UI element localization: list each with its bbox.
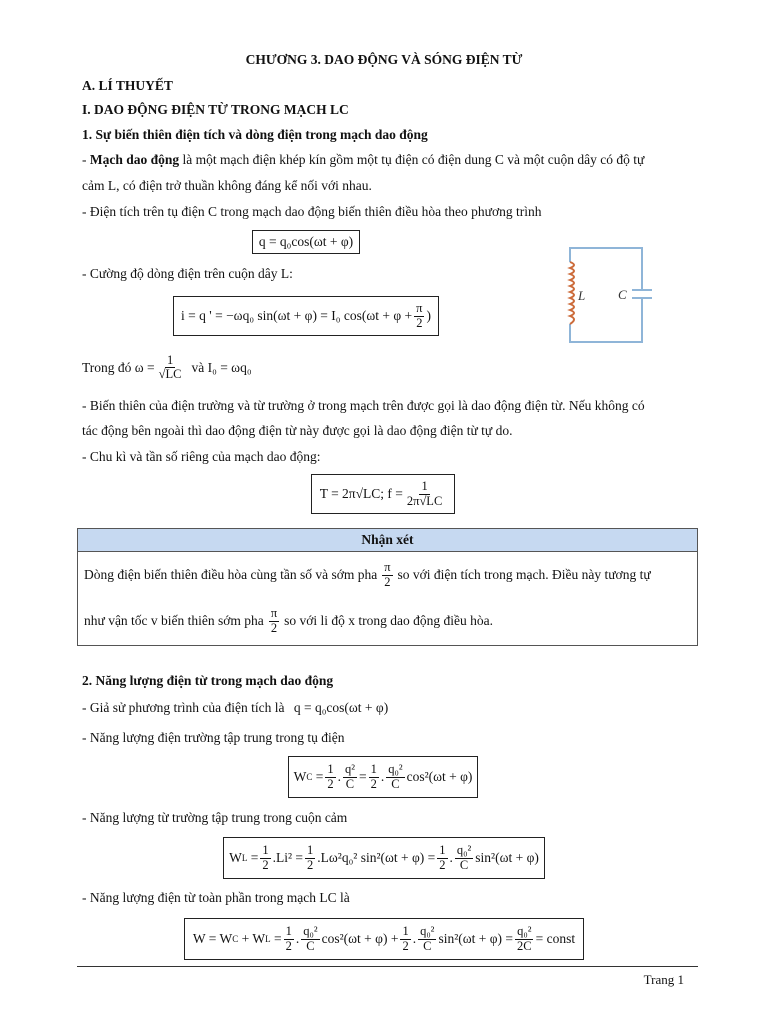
fraction-q02-over-c [418, 925, 436, 952]
bullet-dash: - [82, 152, 90, 167]
paragraph-period: - Chu kì và tần số riêng của mạch dao động: [82, 449, 321, 464]
frac-num: 1 [262, 843, 269, 858]
note-content [78, 552, 697, 644]
frac-num: 1 [370, 762, 377, 777]
fraction-q02-over-2c [515, 925, 534, 952]
note-header: Nhận xét [78, 529, 697, 552]
section-a-heading: A. LÍ THUYẾT [82, 78, 173, 93]
w-cos-tail: cos²(ωt + φ) + [321, 931, 399, 946]
frac-den: 2π√LC [406, 493, 443, 508]
subsection-1-heading: 1. Sự biến thiên điện tích và dòng điện trong mạch dao động [82, 127, 428, 142]
frac-den: C [391, 776, 400, 791]
frac-num: q₀² [517, 924, 532, 939]
frac-num: 1 [285, 924, 292, 939]
fraction-q02-over-c [455, 844, 473, 871]
w-sub-l: L [265, 934, 271, 944]
page-number: Trang 1 [643, 972, 684, 987]
fraction-half [400, 925, 410, 952]
chapter-title: CHƯƠNG 3. DAO ĐỘNG VÀ SÓNG ĐIỆN TỪ [245, 52, 523, 67]
formula-period-frequency [311, 474, 455, 514]
formula-total-energy: W = W C + W L = $\frac{1}{2}$ . $\frac{\text{q₀²}}{C}$ cos²(ωt + φ) + $\frac{1}{2}$ . $\frac{\text{q₀²}}{C}$ sin²(ωt + φ) = $\frac{\text{q₀²}}{2C}$ = const [184, 918, 584, 960]
frac-den: 2 [439, 857, 446, 872]
formula-wc: W C = $\frac{1}{2}$ . $\frac{\text{q²}}{C}$ = $\frac{1}{2}$ . $\frac{\text{q₀²}}{C}$ cos²(ωt + φ) [288, 756, 478, 798]
paragraph-em-oscillation: - Biến thiên của điện trường và từ trường ở trong mạch trên được gọi là dao động điện từ. Nếu không có [82, 398, 645, 413]
inductor-coil-icon [570, 262, 574, 324]
frac-den: 2 [285, 938, 292, 953]
paragraph-current: - Cường độ dòng điện trên cuộn dây L: [82, 266, 293, 281]
wl-mid2: .Lω²q₀² sin²(ωt + φ) = [317, 850, 436, 865]
frac-den: C [423, 938, 432, 953]
fraction-pi-over-2 [269, 607, 279, 634]
frac-num: 1 [439, 843, 446, 858]
frac-den: 2 [384, 574, 391, 589]
frac-den: C [306, 938, 315, 953]
definition-text: là một mạch điện khép kín gồm một tụ điện có điện dung C và một cuộn dây có độ tự [179, 152, 645, 167]
w-sub-c: C [232, 934, 239, 944]
formula-current [173, 296, 439, 336]
fraction-q02-over-c [386, 763, 404, 790]
frac-num: q₀² [420, 924, 435, 939]
frac-num: q₀² [303, 924, 318, 939]
frac-num: q² [344, 762, 355, 777]
note-text: so với điện tích trong mạch. Điều này tương tự [397, 567, 651, 582]
formula-period-left: T = 2π√LC; f = [319, 486, 403, 501]
paragraph-charge: - Điện tích trên tụ điện C trong mạch dao động biến thiên điều hòa theo phương trình [82, 204, 542, 219]
w-const: = const [535, 931, 576, 946]
inductor-label: L [578, 288, 586, 303]
wl-tail: sin²(ωt + φ) [475, 850, 539, 865]
capacitor-label: C [618, 287, 627, 302]
frac-den: 2 [307, 857, 314, 872]
lc-circuit-diagram [562, 244, 658, 348]
wc-subscript: C [306, 772, 313, 782]
frac-num: 1 [327, 762, 334, 777]
fraction-half [305, 844, 315, 871]
wc-symbol: W [293, 769, 307, 784]
frac-den: 2 [402, 938, 409, 953]
circuit-wire-bottom [570, 298, 642, 342]
note-text: Dòng điện biến thiên điều hòa cùng tần số và sớm pha [84, 567, 378, 582]
fraction-half [325, 763, 335, 790]
wc-tail: cos²(ωt + φ) [406, 769, 473, 784]
assumption-text: - Giả sử phương trình của điện tích là [82, 700, 285, 715]
formula-close-paren: ) [426, 308, 431, 323]
paragraph-lc-definition-cont: cảm L, có điện trở thuần không đáng kể nối với nhau. [82, 178, 372, 193]
note-text: so với li độ x trong dao động điều hòa. [284, 613, 493, 628]
where-label: Trong đó ω = [82, 359, 155, 375]
paragraph-lc-definition [82, 152, 644, 168]
paragraph-electric-energy: - Năng lượng điện trường tập trung trong tụ điện [82, 730, 345, 745]
note-text: như vận tốc v biến thiên sớm pha [84, 613, 264, 628]
frac-den: C [345, 776, 355, 791]
frac-num: π [384, 560, 391, 575]
frac-num: 1 [421, 479, 428, 494]
where-omega-line [82, 354, 252, 381]
frac-num: π [416, 301, 423, 316]
paragraph-total-energy: - Năng lượng điện từ toàn phần trong mạch LC là [82, 890, 350, 905]
fraction-q2-over-c [343, 763, 357, 790]
frac-num: 1 [307, 843, 314, 858]
section-i-heading: I. DAO ĐỘNG ĐIỆN TỪ TRONG MẠCH LC [82, 102, 349, 117]
formula-current-left: i = q ' = −ωq₀ sin(ωt + φ) = I₀ cos(ωt + φ + [181, 308, 413, 323]
assumption-formula: q = q₀cos(ωt + φ) [293, 700, 389, 715]
fraction-1-over-sqrt-lc [157, 354, 184, 381]
w-sin-tail: sin²(ωt + φ) = [438, 931, 514, 946]
note-row-2 [84, 598, 691, 644]
frac-den: 2 [262, 857, 269, 872]
fraction-q02-over-c [301, 925, 319, 952]
fraction-half [437, 844, 447, 871]
wl-subscript: L [241, 853, 248, 863]
w-lhs: W = W [192, 931, 233, 946]
frac-den: 2C [517, 938, 532, 953]
w-mid: + W [241, 931, 266, 946]
subsection-2-heading: 2. Năng lượng điện từ trong mạch dao động [82, 673, 334, 688]
frac-den: 2 [327, 776, 334, 791]
paragraph-magnetic-energy: - Năng lượng từ trường tập trung trong cuộn cảm [82, 810, 348, 825]
fraction-pi-over-2 [382, 561, 392, 588]
footer-divider [77, 966, 698, 967]
fraction-half [260, 844, 270, 871]
frac-den: C [459, 857, 469, 872]
paragraph-charge-assumption [82, 700, 388, 716]
fraction-pi-over-2 [414, 302, 424, 329]
paragraph-em-oscillation-cont: tác động bên ngoài thì dao động điện từ này được gọi là dao động điện từ tự do. [82, 423, 513, 438]
circuit-wire-top [570, 248, 642, 290]
wl-symbol: W [229, 850, 242, 865]
frac-num: π [270, 606, 278, 621]
formula-charge: q = q₀cos(ωt + φ) [252, 230, 360, 254]
note-row-1 [84, 552, 691, 598]
frac-num: q₀² [456, 843, 472, 858]
fraction-half [284, 925, 294, 952]
frac-den: √LC [158, 367, 182, 382]
frac-den: 2 [416, 315, 423, 330]
term-bold: Mạch dao động [89, 152, 180, 167]
frac-num: q₀² [388, 762, 403, 777]
fraction-half [369, 763, 379, 790]
frac-num: 1 [402, 924, 409, 939]
wl-mid1: .Li² = [272, 850, 304, 865]
fraction-frequency [405, 480, 444, 507]
where-and-i0: và I₀ = ωq₀ [191, 359, 252, 375]
frac-den: 2 [270, 620, 278, 635]
frac-num: 1 [166, 353, 174, 367]
formula-wl: W L = $\frac{1}{2}$ .Li² = $\frac{1}{2}$ .Lω²q₀² sin²(ωt + φ) = $\frac{1}{2}$ . $\frac{\text{q₀²}}{C}$ sin²(ωt + φ) [223, 837, 545, 879]
note-box [77, 528, 698, 646]
frac-den: 2 [370, 776, 377, 791]
